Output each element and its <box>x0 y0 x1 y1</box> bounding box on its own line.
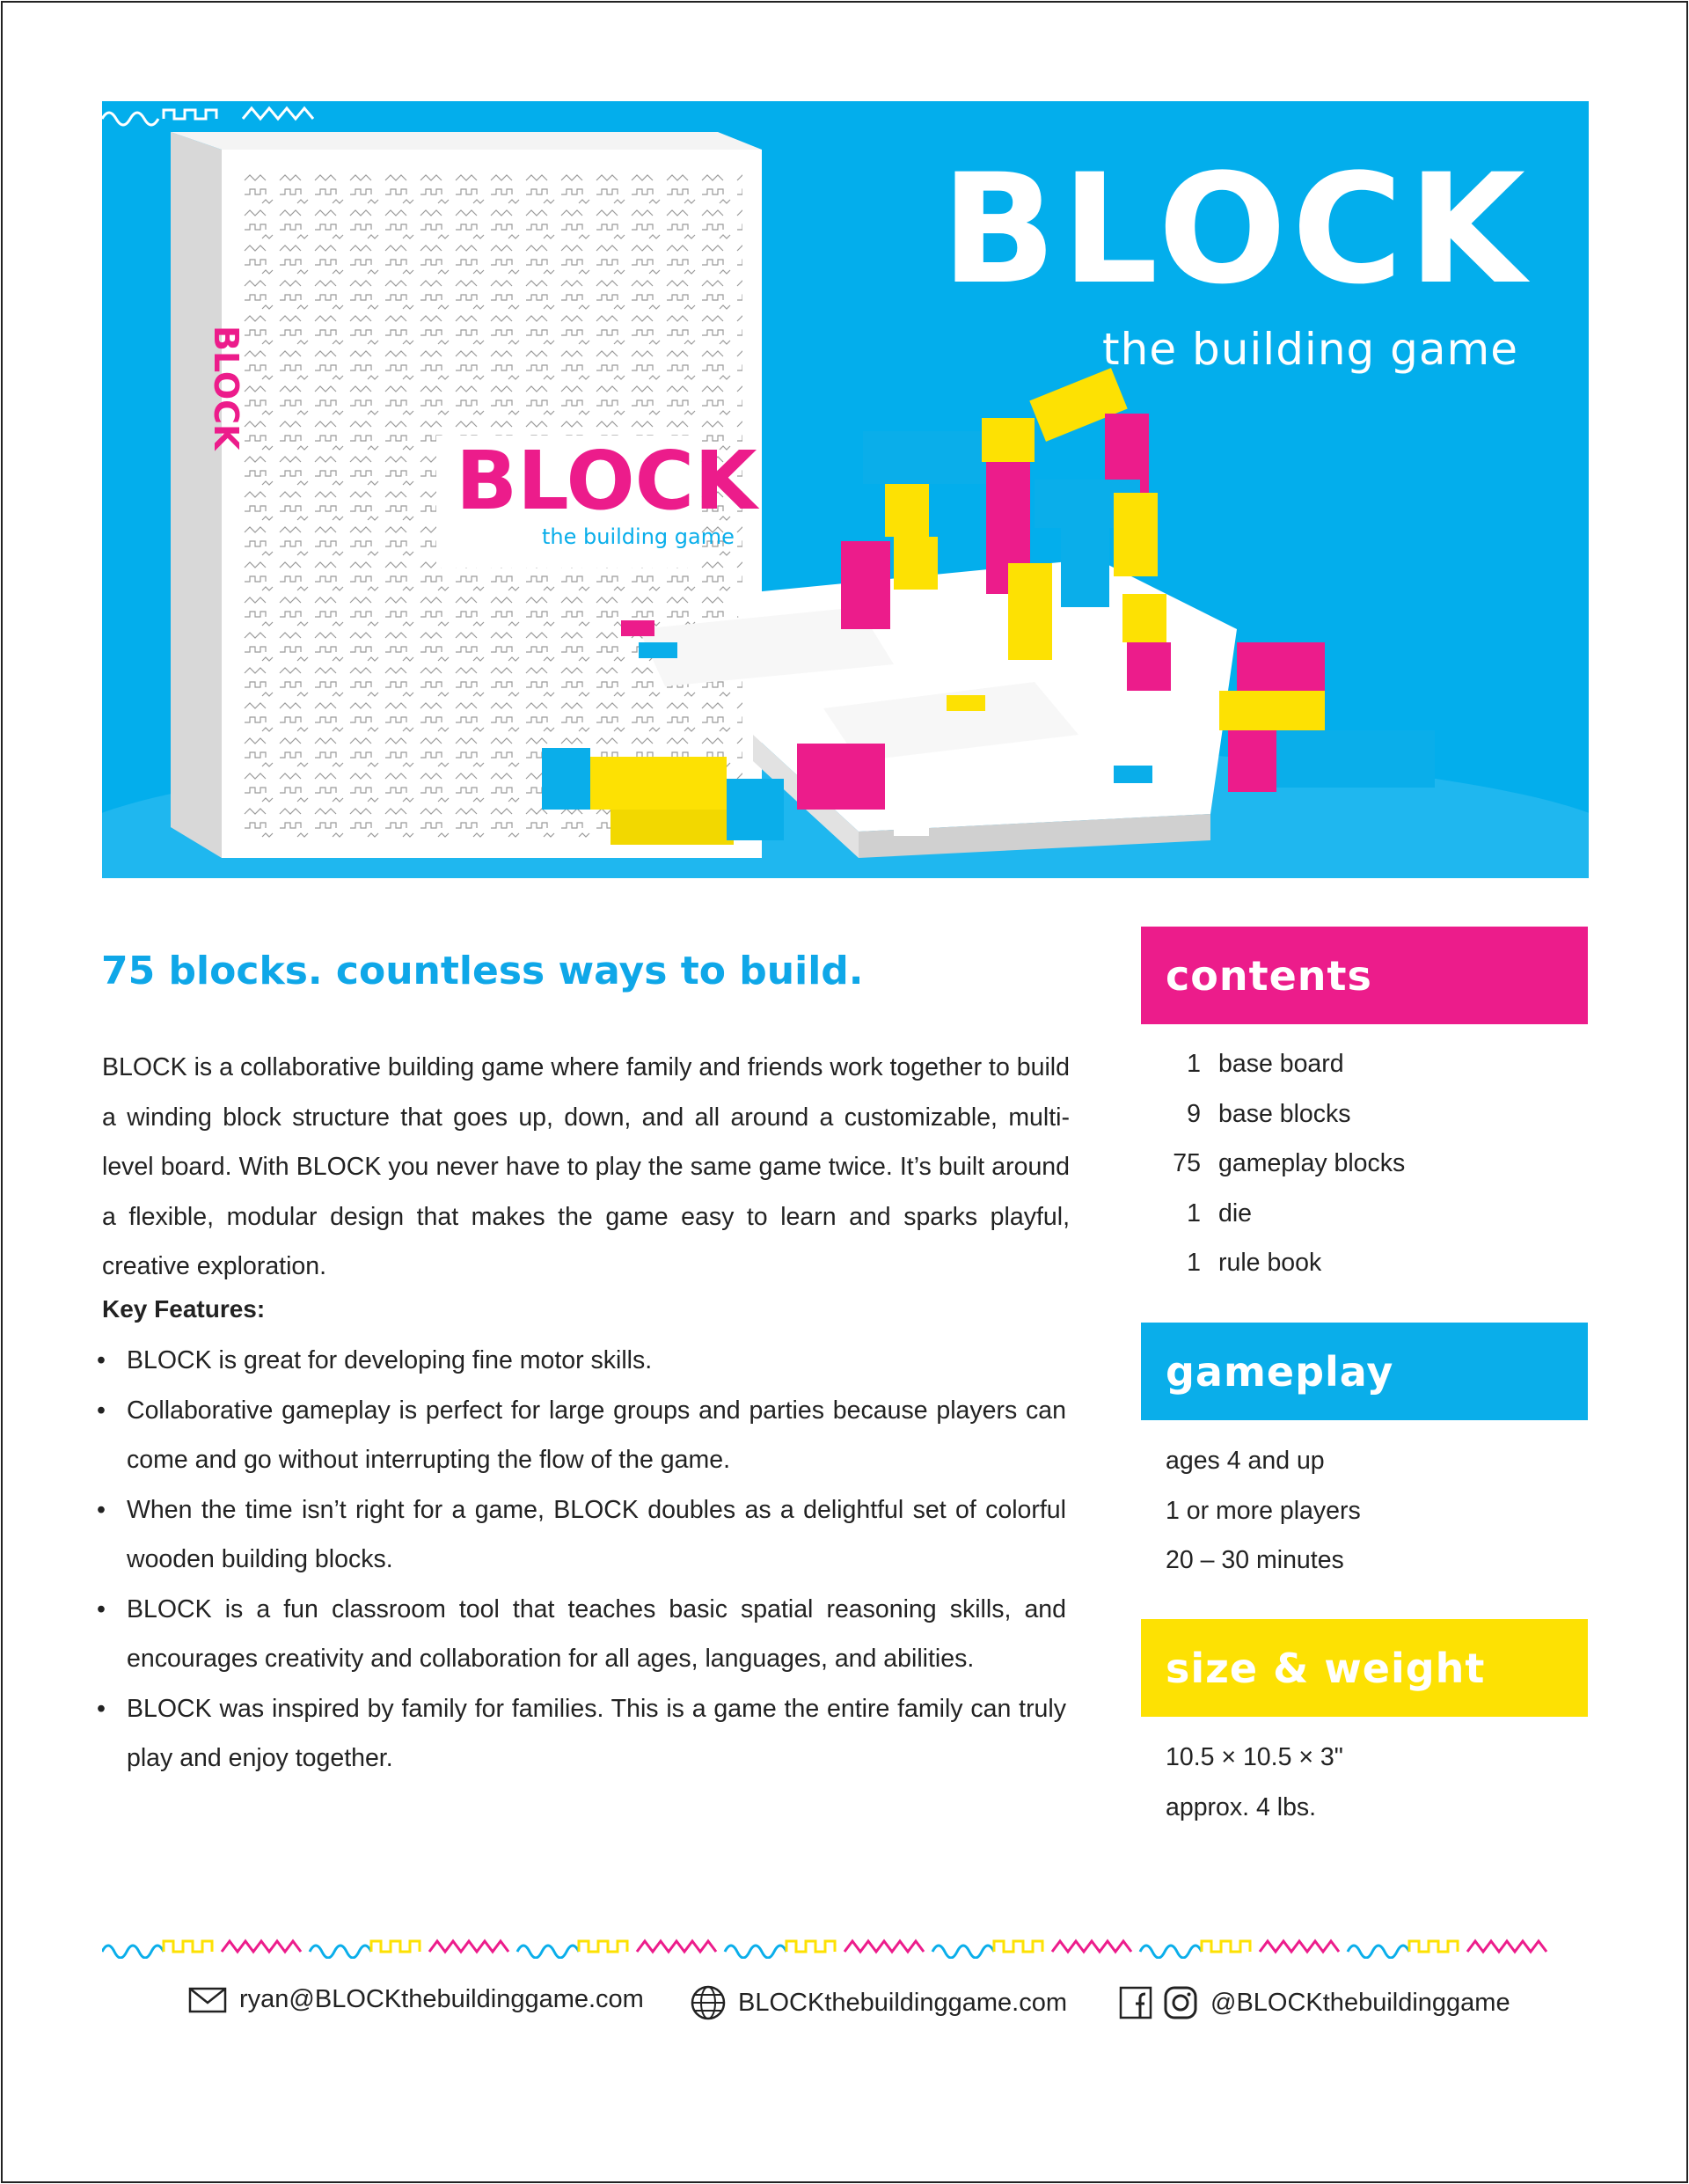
hero-tagline: the building game <box>1102 324 1518 375</box>
instagram-icon[interactable] <box>1163 1985 1198 2020</box>
contents-list <box>1152 1039 1405 1288</box>
feature-text: BLOCK is a fun classroom tool that teaches basic spatial reasoning skills, and encourages creativity and collaboration for all ages, languages, and abilities. <box>127 1594 1066 1673</box>
list-item: • BLOCK was inspired by family for families. This is a game the entire family can truly play and enjoy together. <box>97 1694 1066 1772</box>
facebook-icon[interactable] <box>1119 1986 1152 2019</box>
globe-icon <box>691 1985 726 2020</box>
list-item: • Collaborative gameplay is perfect for large groups and parties because players can come and go without interrupting the flow of the game. <box>97 1396 1066 1474</box>
item-qty: 1 <box>1187 1249 1201 1277</box>
box-spine-logo: BLOCK <box>207 326 245 451</box>
gameplay-list <box>1166 1436 1361 1586</box>
item-qty: 9 <box>1187 1099 1201 1128</box>
social-handle-text[interactable]: @BLOCKthebuildinggame <box>1210 1988 1510 2017</box>
item-label: base board <box>1218 1050 1344 1078</box>
list-item <box>1152 1139 1405 1189</box>
list-item: • BLOCK is a fun classroom tool that teaches basic spatial reasoning skills, and encourages creativity and collaboration for all ages, languages, and abilities. <box>97 1594 1066 1673</box>
size-weight-header: size & weight <box>1141 1619 1588 1717</box>
list-item: approx. 4 lbs. <box>1166 1792 1317 1821</box>
feature-text: BLOCK is great for developing fine motor skills. <box>127 1346 653 1374</box>
key-features-list <box>97 1336 1066 1784</box>
squiggle-icon <box>102 101 353 128</box>
item-label: rule book <box>1218 1249 1322 1277</box>
website-contact[interactable] <box>691 1985 1067 2020</box>
list-item: • BLOCK is great for developing fine motor skills. <box>97 1346 653 1374</box>
list-item: 20 – 30 minutes <box>1166 1546 1344 1574</box>
box-logo: BLOCK <box>456 434 757 528</box>
list-item <box>1152 1189 1405 1239</box>
feature-text: When the time isn’t right for a game, BLOCK doubles as a delightful set of colorful wooden building blocks. <box>127 1495 1066 1573</box>
item-qty: 1 <box>1187 1050 1201 1078</box>
website-text[interactable]: BLOCKthebuildinggame.com <box>738 1988 1067 2017</box>
list-item <box>1152 1238 1405 1288</box>
mail-icon <box>188 1987 227 2013</box>
decorative-wave <box>102 1936 1589 1959</box>
hero-banner <box>102 101 1589 878</box>
list-item: 10.5 × 10.5 × 3" <box>1166 1743 1343 1771</box>
item-label: gameplay blocks <box>1218 1149 1406 1177</box>
feature-text: BLOCK was inspired by family for families. This is a game the entire family can truly play and enjoy together. <box>127 1694 1066 1772</box>
box-tagline: the building game <box>542 524 735 549</box>
email-contact[interactable] <box>188 1985 644 2014</box>
item-label: die <box>1218 1198 1253 1228</box>
key-features-title: Key Features: <box>102 1295 266 1323</box>
hero-title: BLOCK <box>940 141 1531 318</box>
headline: 75 blocks. countless ways to build. <box>101 949 864 993</box>
feature-text: Collaborative gameplay is perfect for large groups and parties because players can come and go without interrupting the flow of the game. <box>127 1396 1066 1474</box>
list-item <box>1152 1089 1405 1140</box>
list-item: • When the time isn’t right for a game, BLOCK doubles as a delightful set of colorful wooden building blocks. <box>97 1495 1066 1573</box>
intro-paragraph: BLOCK is a collaborative building game where family and friends work together to build a winding block structure that goes up, down, and all around a customizable, multi-level board. With BLOCK you never have to play the same game twice. It’s built around a flexible, modular design that makes the game easy to learn and sparks playful, creative exploration. <box>102 1053 1070 1280</box>
social-contact[interactable] <box>1119 1985 1510 2020</box>
gameplay-header: gameplay <box>1141 1323 1588 1420</box>
email-text[interactable]: ryan@BLOCKthebuildinggame.com <box>239 1985 644 2013</box>
item-qty: 1 <box>1187 1198 1201 1228</box>
size-weight-list <box>1166 1733 1343 1832</box>
list-item <box>1152 1039 1405 1089</box>
list-item: ages 4 and up <box>1166 1447 1325 1475</box>
contents-header: contents <box>1141 927 1588 1024</box>
item-qty: 75 <box>1173 1149 1201 1177</box>
list-item: 1 or more players <box>1166 1496 1361 1525</box>
item-label: base blocks <box>1218 1099 1351 1128</box>
